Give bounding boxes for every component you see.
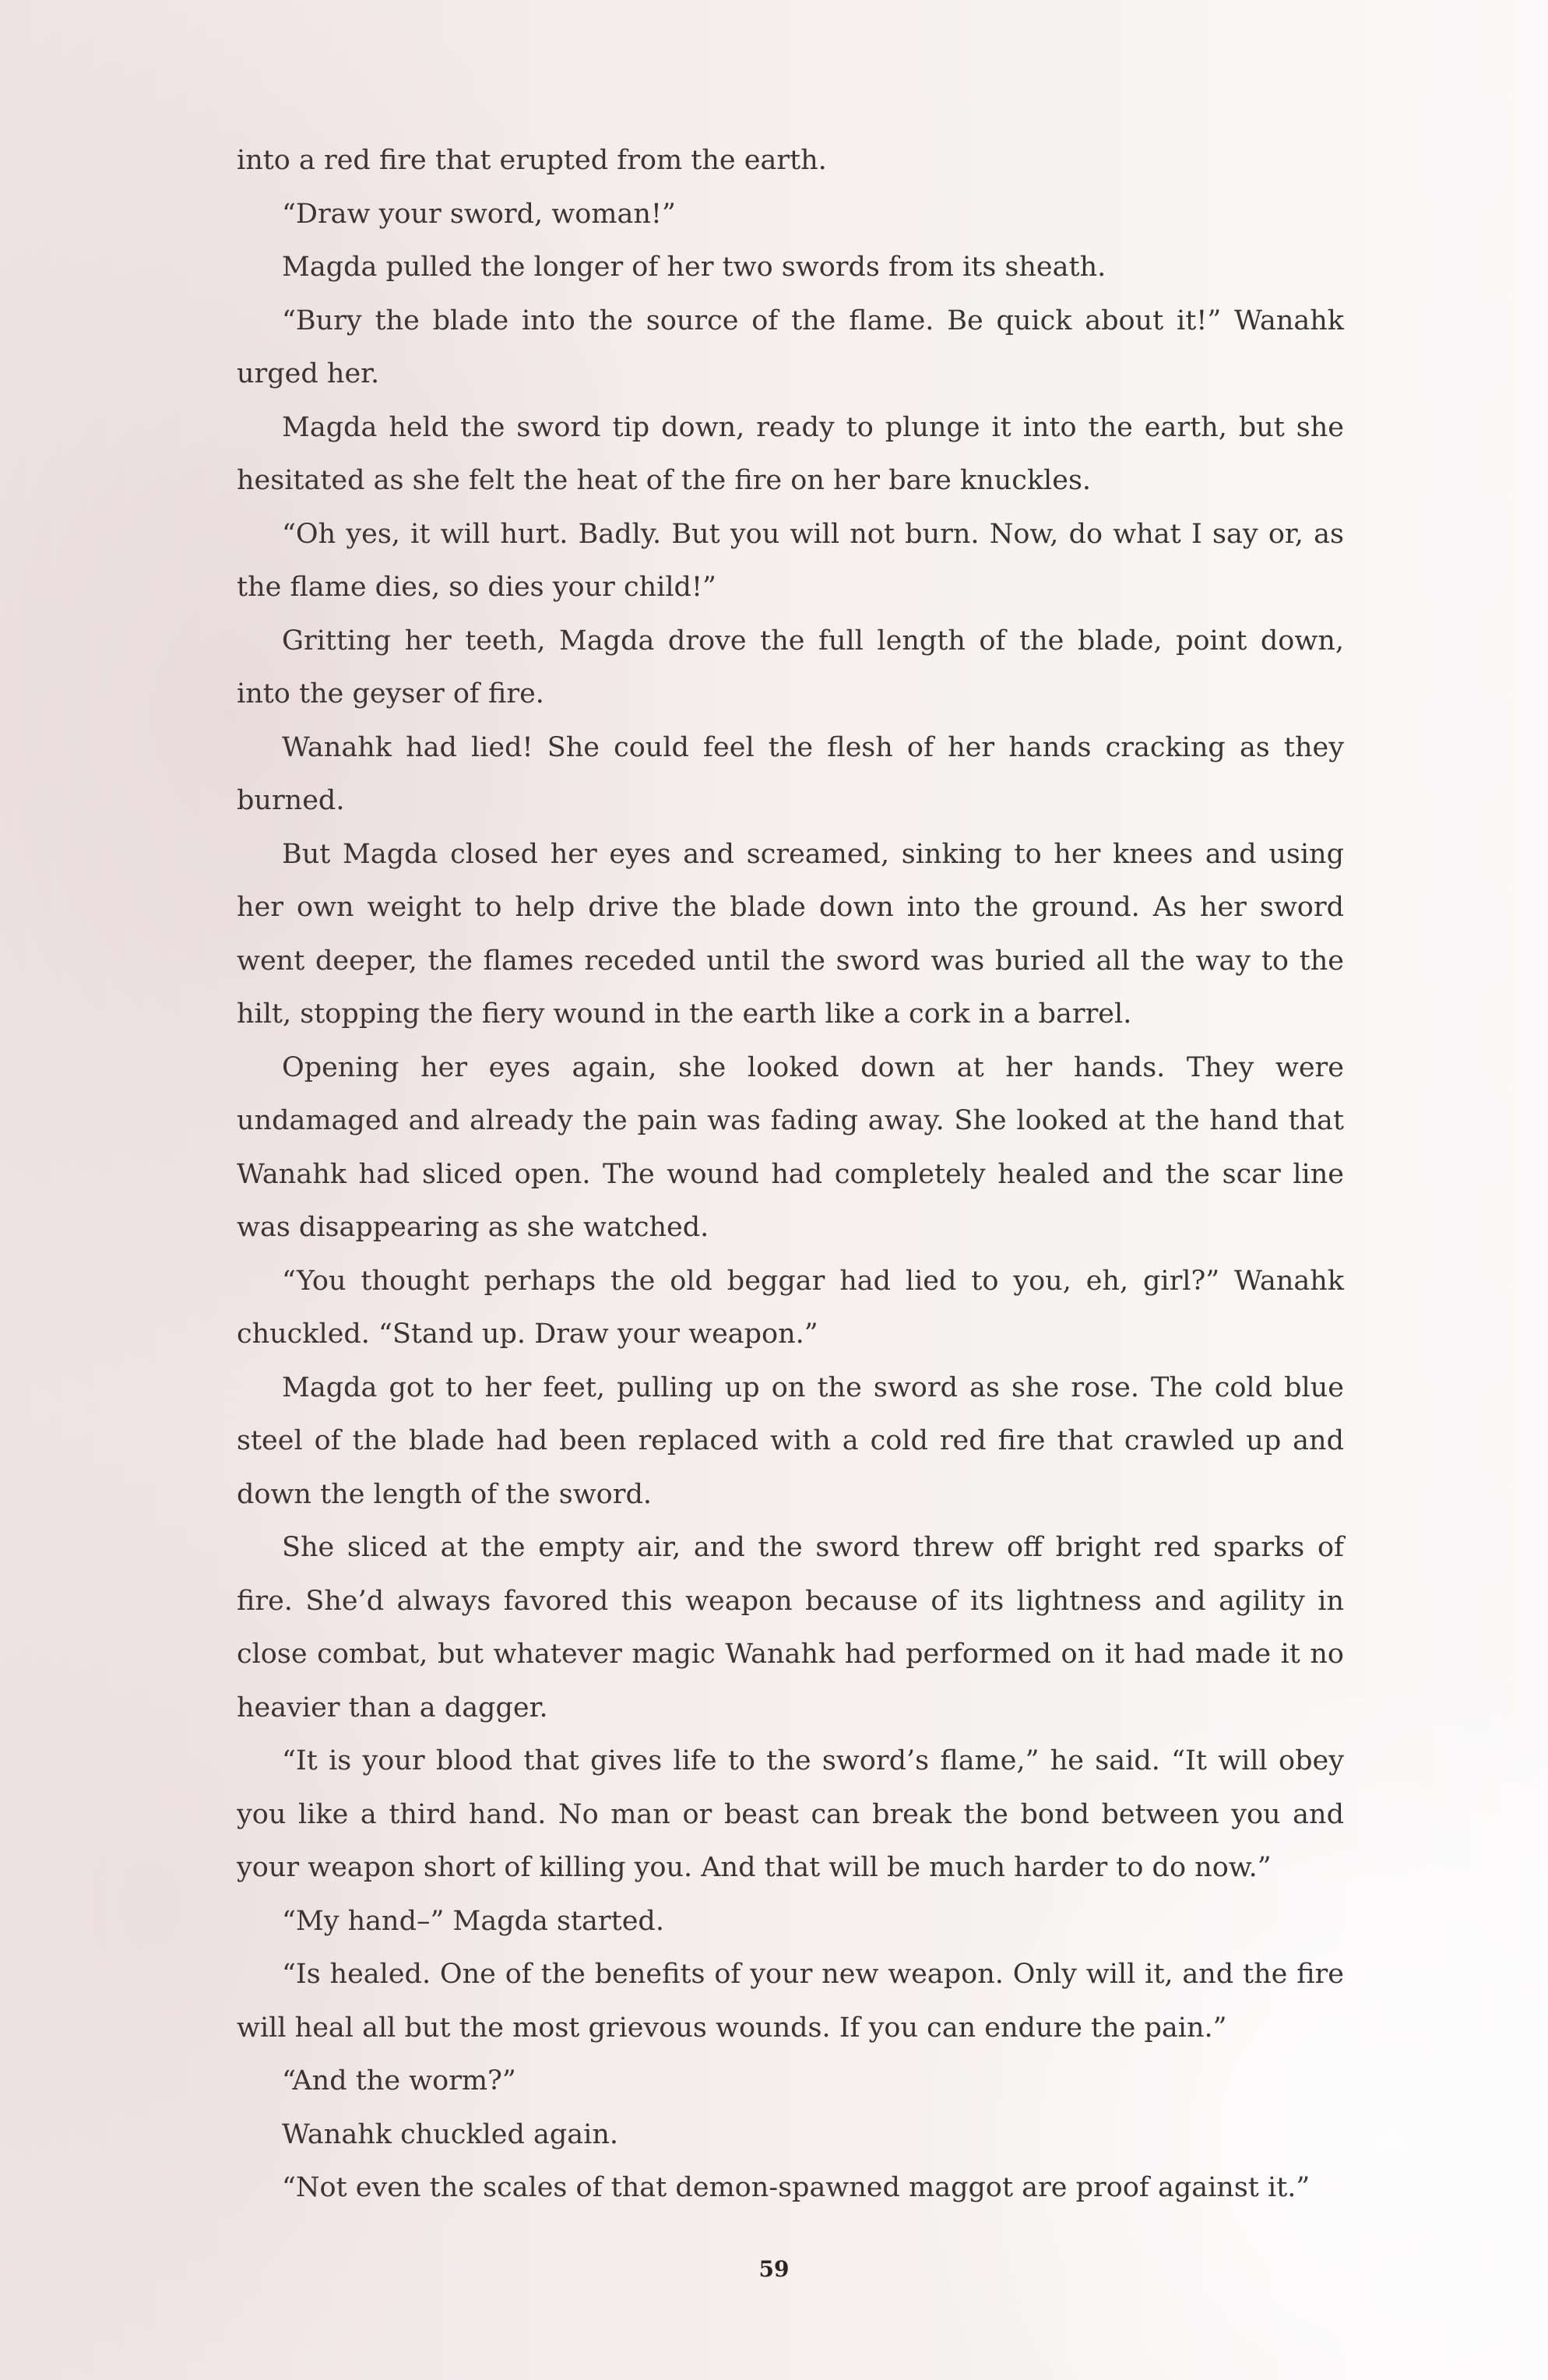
paragraph-15: “My hand–” Magda started. [282, 1905, 664, 1937]
paragraph-10: Opening her eyes again, she looked down at her hands. They were undamaged and already the pain was fading away. She looked at the hand that Wanahk had sliced open. The wound had completely healed and the scar line was disappearing as she watched. [237, 1051, 1344, 1243]
paragraph-8: Wanahk had lied! She could feel the flesh of her hands cracking as they burned. [237, 731, 1344, 816]
paragraph-19: “Not even the scales of that demon-spawned maggot are proof against it.” [282, 2172, 1311, 2203]
paragraph-11: “You thought perhaps the old beggar had lied to you, eh, girl?” Wanahk chuckled. “Stand up. Draw your weapon.” [237, 1265, 1344, 1350]
paragraph-17: “And the worm?” [282, 2065, 516, 2097]
paragraph-5: Magda held the sword tip down, ready to plunge it into the earth, but she hesitated as she felt the heat of the fire on her bare knuckles. [237, 411, 1344, 496]
paragraph-3: Magda pulled the longer of her two swords from its sheath. [282, 252, 1106, 283]
paragraph-18: Wanahk chuckled again. [282, 2118, 619, 2150]
paragraph-1: into a red fire that erupted from the earth. [237, 145, 827, 176]
paragraph-9: But Magda closed her eyes and screamed, sinking to her knees and using her own weight to help drive the blade down into the ground. As her sword went deeper, the flames receded until the sword was buried all the way to the hilt, stopping the fiery wound in the earth like a cork in a barrel. [237, 838, 1344, 1030]
page-number: 59 [758, 2256, 790, 2282]
paragraph-16: “Is healed. One of the benefits of your new weapon. Only will it, and the fire will heal all but the most grievous wounds. If you can endure the pain.” [237, 1959, 1344, 2044]
page-text [237, 134, 1344, 2215]
paragraph-4: “Bury the blade into the source of the flame. Be quick about it!” Wanahk urged her. [237, 305, 1344, 389]
paragraph-12: Magda got to her feet, pulling up on the sword as she rose. The cold blue steel of the blade had been replaced with a cold red fire that crawled up and down the length of the sword. [237, 1371, 1344, 1510]
paragraph-2: “Draw your sword, woman!” [282, 198, 676, 230]
paragraph-6: “Oh yes, it will hurt. Badly. But you will not burn. Now, do what I say or, as the flame dies, so dies your child!” [237, 518, 1344, 603]
paragraph-7: Gritting her teeth, Magda drove the full length of the blade, point down, into the geyser of fire. [237, 625, 1344, 709]
paragraph-13: She sliced at the empty air, and the sword threw off bright red sparks of fire. She’d always favored this weapon because of its lightness and agility in close combat, but whatever magic Wanahk had performed on it had made it no heavier than a dagger. [237, 1532, 1344, 1723]
paragraph-14: “It is your blood that gives life to the sword’s flame,” he said. “It will obey you like a third hand. No man or beast can break the bond between you and your weapon short of killing you. And that will be much harder to do now.” [237, 1745, 1344, 1883]
